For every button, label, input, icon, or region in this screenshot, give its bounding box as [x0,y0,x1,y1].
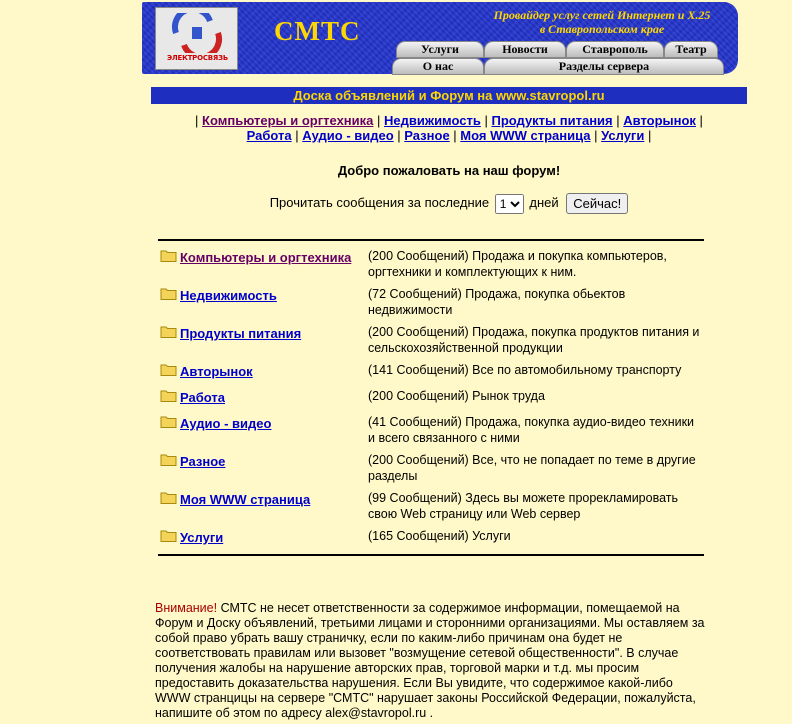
nav-link-auto[interactable]: Авторынок [623,113,696,128]
forum-description: (200 Сообщений) Рынок труда [368,389,545,403]
forum-description: (200 Сообщений) Продажа, покупка продуктов питания и сельскохозяйственной продукции [368,325,700,355]
folder-icon [160,363,177,376]
folder-icon [160,491,177,504]
tagline-line-2: в Ставропольском крае [539,22,665,36]
forum-description: (72 Сообщений) Продажа, покупка обьектов недвижимости [368,287,626,317]
folder-icon [160,325,177,338]
disclaimer-tail: . [426,706,434,720]
nav-link-realty[interactable]: Недвижимость [384,113,481,128]
forum-link[interactable]: Разное [180,454,226,469]
folder-icon [160,453,177,466]
folder-icon [160,389,177,402]
tab-teatr[interactable]: Театр [664,41,718,58]
forum-link[interactable]: Продукты питания [180,326,302,341]
folder-icon [160,415,177,428]
tab-razdely-servera[interactable]: Разделы сервера [484,58,724,75]
forum-description: (141 Сообщений) Все по автомобильному транспорту [368,363,682,377]
forum-link[interactable]: Работа [180,390,225,405]
tab-uslugi[interactable]: Услуги [396,41,484,58]
read-suffix-label: дней [529,195,559,210]
nav-link-audio-video[interactable]: Аудио - видео [302,128,394,143]
read-now-button[interactable]: Сейчас! [566,193,628,214]
board-title: Доска объявлений и Форум на www.stavropol.ru [151,87,747,104]
nav-link-jobs[interactable]: Работа [246,128,292,143]
tab-stavropol[interactable]: Ставрополь [566,41,664,58]
tagline [472,8,732,36]
divider-top [158,239,704,241]
tab-novosti[interactable]: Новости [484,41,566,58]
read-prefix-label: Прочитать сообщения за последние [269,195,490,210]
forum-link[interactable]: Услуги [180,530,224,545]
read-messages-form [151,193,747,215]
days-select[interactable] [495,194,524,214]
forum-description: (41 Сообщений) Продажа, покупка аудио-видео техники и всего связанного с ними [368,415,695,445]
warning-label: Внимание! [155,601,218,615]
logo-text: ЭЛЕКТРОСВЯЗЬ [166,54,229,62]
elektrosvyaz-logo[interactable] [155,7,238,70]
divider-bottom [158,554,704,556]
forum-description: (200 Сообщений) Продажа и покупка компьютеров, оргтехники и комплектующих к ним. [368,249,667,279]
forum-description: (165 Сообщений) Услуги [368,529,511,543]
nav-link-misc[interactable]: Разное [404,128,450,143]
forum-link[interactable]: Компьютеры и оргтехника [180,250,352,265]
folder-icon [160,287,177,300]
nav-link-food[interactable]: Продукты питания [491,113,613,128]
forum-link[interactable]: Аудио - видео [180,416,272,431]
forum-link[interactable]: Моя WWW страница [180,492,311,507]
logo-emblem-icon [170,13,224,53]
forum-description: (200 Сообщений) Все, что не попадает по теме в другие разделы [368,453,696,483]
welcome-heading: Добро пожаловать на наш форум! [337,163,561,178]
forum-link[interactable]: Авторынок [180,364,253,379]
forum-link[interactable]: Недвижимость [180,288,277,303]
folder-icon [160,249,177,262]
site-banner [142,2,738,74]
disclaimer-text: СМТС не несет ответственности за содержимое информации, помещаемой на Форум и Доску объявлений, третьими лицами и сторонними организациями. Мы оставляем за собой право убрать вашу страничку, если по каким-либо причинам она будет не соответствовать правилам или вызовет "возмущение сетевой общественности". В случае получения жалобы на нарушение авторских прав, торговой марки и т.д. мы просим предоставить доказательства нарушения. Если Вы увидите, что содержимое какой-либо WWW странцицы на сервере "СМТС" нарушает законы Российской Федерации, пожалуйста, напишите об этом по адресу [155,601,705,720]
category-nav: | Компьютеры и оргтехника | Недвижимость | Продукты питания | Авторынок | Работа | Аудио - видео | Разное | Моя WWW страница | Услуги | [195,113,703,143]
contact-email: alex@stavropol.ru [325,706,427,720]
folder-icon [160,529,177,542]
nav-link-computers[interactable]: Компьютеры и оргтехника [202,113,374,128]
brand-name: CMTC [274,16,361,46]
nav-link-www-page[interactable]: Моя WWW страница [460,128,591,143]
disclaimer [155,601,711,721]
tagline-line-1: Провайдер услуг сетей Интернет и X.25 [493,8,711,22]
tab-o-nas[interactable]: О нас [392,58,484,75]
forum-description: (99 Сообщений) Здесь вы можете прорекламировать свою Web страницу или Web сервер [368,491,678,521]
nav-link-services[interactable]: Услуги [601,128,645,143]
